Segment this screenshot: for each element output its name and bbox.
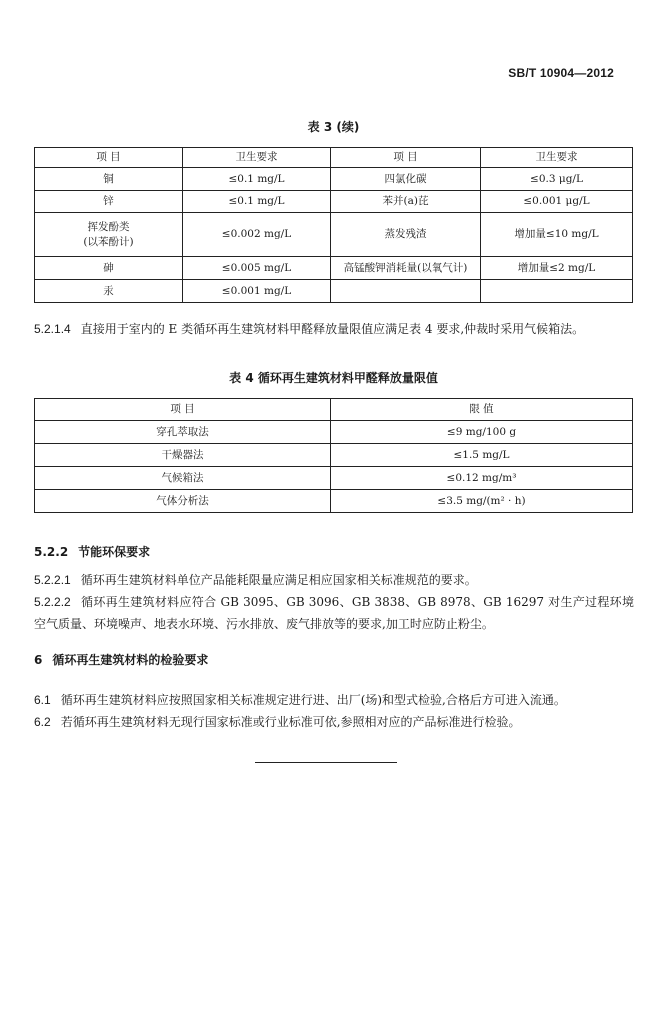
clause-number: 5.2.2.1 [34,573,71,587]
table-row [35,168,633,191]
table-row [35,280,633,303]
table-cell [35,213,183,257]
table-cell: 蒸发残渣 [331,213,481,257]
table3-header-requirement: 卫生要求 [183,148,331,168]
table-cell: ≤3.5 mg/(m² · h) [331,490,633,513]
table-row [35,490,633,513]
clause-5-2-2-2 [34,591,634,635]
table-cell: 四氯化碳 [331,168,481,191]
table-cell: ≤0.002 mg/L [183,213,331,257]
clause-5-2-1-4 [34,318,634,340]
clause-text: 直接用于室内的 E 类循环再生建筑材料甲醛释放量限值应满足表 4 要求,仲裁时采用气候箱法。 [80,322,585,336]
table3-header-item: 项 目 [35,148,183,168]
cell-subline: (以苯酚计) [83,235,134,248]
table3-caption: 表 3 (续) [307,120,360,134]
clause-text: 循环再生建筑材料单位产品能耗限量应满足相应国家相关标准规范的要求。 [80,573,477,587]
table4-header-limit: 限 值 [331,399,633,421]
clause-text: 若循环再生建筑材料无现行国家标准或行业标准可依,参照相对应的产品标准进行检验。 [60,715,521,729]
table-cell: 增加量≤2 mg/L [481,257,633,280]
table-cell: 气候箱法 [35,467,331,490]
table-cell: ≤0.1 mg/L [183,168,331,191]
standard-code: SB/T 10904—2012 [508,66,614,80]
clause-number: 5.2.2.2 [34,595,71,609]
section-title: 循环再生建筑材料的检验要求 [52,653,209,667]
table3-header-requirement: 卫生要求 [481,148,633,168]
clause-6-1 [34,689,634,711]
table-cell: 铜 [35,168,183,191]
table-cell: ≤0.001 μg/L [481,191,633,213]
table-row [35,191,633,213]
table4-caption: 表 4 循环再生建筑材料甲醛释放量限值 [229,371,438,385]
table-cell: 锌 [35,191,183,213]
clause-text: 循环再生建筑材料应按照国家相关标准规定进行进、出厂(场)和型式检验,合格后方可进入流通。 [60,693,566,707]
table-cell: 气体分析法 [35,490,331,513]
table-cell: ≤0.1 mg/L [183,191,331,213]
table3-header-item: 项 目 [331,148,481,168]
clause-text: 循环再生建筑材料应符合 GB 3095、GB 3096、GB 3838、GB 8978、GB 16297 对生产过程环境空气质量、环境噪声、地表水环境、污水排放、废气排放等的要求,加工时应防止粉尘。 [34,595,634,631]
table3 [34,147,633,303]
table-cell: 干燥器法 [35,444,331,467]
table3-header-row [35,148,633,168]
table-cell: ≤0.3 μg/L [481,168,633,191]
table-cell: ≤1.5 mg/L [331,444,633,467]
section-number: 6 [34,653,43,667]
table-cell [331,280,481,303]
table-row [35,467,633,490]
table-cell [481,280,633,303]
table-cell: ≤0.005 mg/L [183,257,331,280]
table-cell: 砷 [35,257,183,280]
table-row [35,444,633,467]
cell-line: 挥发酚类 [87,220,130,233]
clause-number: 6.2 [34,715,51,729]
table-cell: 苯并(a)芘 [331,191,481,213]
section-title: 节能环保要求 [78,545,151,559]
table-cell: ≤0.12 mg/m³ [331,467,633,490]
table-row [35,213,633,257]
table-cell: 穿孔萃取法 [35,421,331,444]
table-cell: 汞 [35,280,183,303]
section-6-heading [34,649,634,671]
table4 [34,398,633,513]
clause-5-2-2-1 [34,569,634,591]
clause-6-2 [34,711,634,733]
table4-header-item: 项 目 [35,399,331,421]
table-row [35,421,633,444]
table-cell: 高锰酸钾消耗量(以氧气计) [331,257,481,280]
table-row [35,257,633,280]
table-cell: ≤0.001 mg/L [183,280,331,303]
section-5-2-2-heading [34,541,634,563]
table-cell: 增加量≤10 mg/L [481,213,633,257]
table4-header-row [35,399,633,421]
table-cell: ≤9 mg/100 g [331,421,633,444]
end-rule [255,762,397,763]
section-number: 5.2.2 [34,545,69,559]
clause-number: 5.2.1.4 [34,322,71,336]
clause-number: 6.1 [34,693,51,707]
